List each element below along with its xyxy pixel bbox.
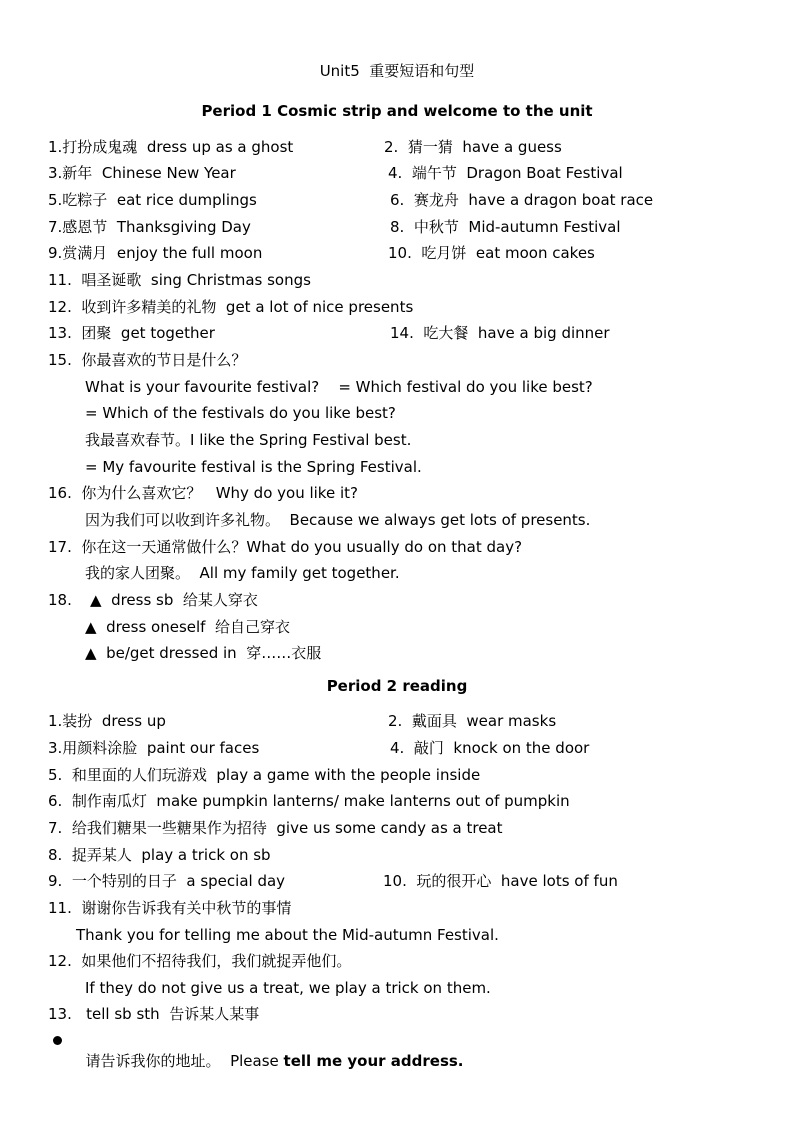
list-item: 11. 谢谢你告诉我有关中秋节的事情 xyxy=(48,899,292,917)
bullet-icon xyxy=(53,1036,62,1045)
list-item: 6. 赛龙舟 have a dragon boat race xyxy=(390,191,654,209)
list-item: 17. 你在这一天通常做什么？What do you usually do on that day? xyxy=(48,538,523,556)
list-item: 2. 戴面具 wear masks xyxy=(388,712,557,730)
list-item: What is your favourite festival? = Which festival do you like best? xyxy=(85,378,593,396)
list-item: 3.新年 Chinese New Year xyxy=(48,164,236,182)
list-item: 9.赏满月 enjoy the full moon xyxy=(48,244,263,262)
list-item: 12. 如果他们不招待我们，我们就捉弄他们。 xyxy=(48,952,352,970)
list-item: If they do not give us a treat, we play a trick on them. xyxy=(85,979,491,997)
period2-heading: Period 2 reading xyxy=(326,677,468,695)
list-item: 4. 敲门 knock on the door xyxy=(390,739,590,757)
list-item: 2. 猜一猜 have a guess xyxy=(384,138,562,156)
list-item: 10. 吃月饼 eat moon cakes xyxy=(388,244,595,262)
list-item: 5.吃粽子 eat rice dumplings xyxy=(48,191,257,209)
sentence-text: 请告诉我你的地址。 Please xyxy=(85,1052,284,1070)
list-item: 14. 吃大餐 have a big dinner xyxy=(390,324,610,342)
sentence-bold-text: tell me your address. xyxy=(283,1052,464,1070)
list-item: 5. 和里面的人们玩游戏 play a game with the people inside xyxy=(48,766,481,784)
list-item: ▲ dress oneself 给自己穿衣 xyxy=(85,618,290,636)
list-item: 6. 制作南瓜灯 make pumpkin lanterns/ make lanterns out of pumpkin xyxy=(48,792,570,810)
list-item: Thank you for telling me about the Mid-autumn Festival. xyxy=(76,926,499,944)
page-title: Unit5 重要短语和句型 xyxy=(319,62,475,80)
list-item xyxy=(76,1031,464,1071)
list-item: 1.打扮成鬼魂 dress up as a ghost xyxy=(48,138,294,156)
list-item: 15. 你最喜欢的节日是什么？ xyxy=(48,351,247,369)
list-item: = Which of the festivals do you like best? xyxy=(85,404,396,422)
list-item: 16. 你为什么喜欢它？ Why do you like it? xyxy=(48,484,358,502)
list-item: 12. 收到许多精美的礼物 get a lot of nice presents xyxy=(48,298,414,316)
list-item: 9. 一个特别的日子 a special day xyxy=(48,872,286,890)
list-item: 因为我们可以收到许多礼物。 Because we always get lots of presents. xyxy=(85,511,591,529)
list-item: 8. 中秋节 Mid-autumn Festival xyxy=(390,218,621,236)
list-item: 7. 给我们糖果一些糖果作为招待 give us some candy as a treat xyxy=(48,819,503,837)
list-item: 3.用颜料涂脸 paint our faces xyxy=(48,739,260,757)
list-item: 7.感恩节 Thanksgiving Day xyxy=(48,218,251,236)
list-item: 11. 唱圣诞歌 sing Christmas songs xyxy=(48,271,311,289)
list-item: ▲ be/get dressed in 穿……衣服 xyxy=(85,644,322,662)
period1-heading: Period 1 Cosmic strip and welcome to the unit xyxy=(201,102,593,120)
list-item: 13. 团聚 get together xyxy=(48,324,215,342)
list-item: 4. 端午节 Dragon Boat Festival xyxy=(388,164,623,182)
list-item: ▲ dress sb 给某人穿衣 xyxy=(90,591,258,609)
list-item: 13. tell sb sth 告诉某人某事 xyxy=(48,1005,260,1023)
list-item: 1.装扮 dress up xyxy=(48,712,166,730)
list-item: = My favourite festival is the Spring Festival. xyxy=(85,458,422,476)
list-item: 我最喜欢春节。I like the Spring Festival best. xyxy=(85,431,412,449)
list-item: 我的家人团聚。 All my family get together. xyxy=(85,564,400,582)
list-item: 10. 玩的很开心 have lots of fun xyxy=(383,872,618,890)
list-item: 18. xyxy=(48,591,72,609)
list-item: 8. 捉弄某人 play a trick on sb xyxy=(48,846,271,864)
